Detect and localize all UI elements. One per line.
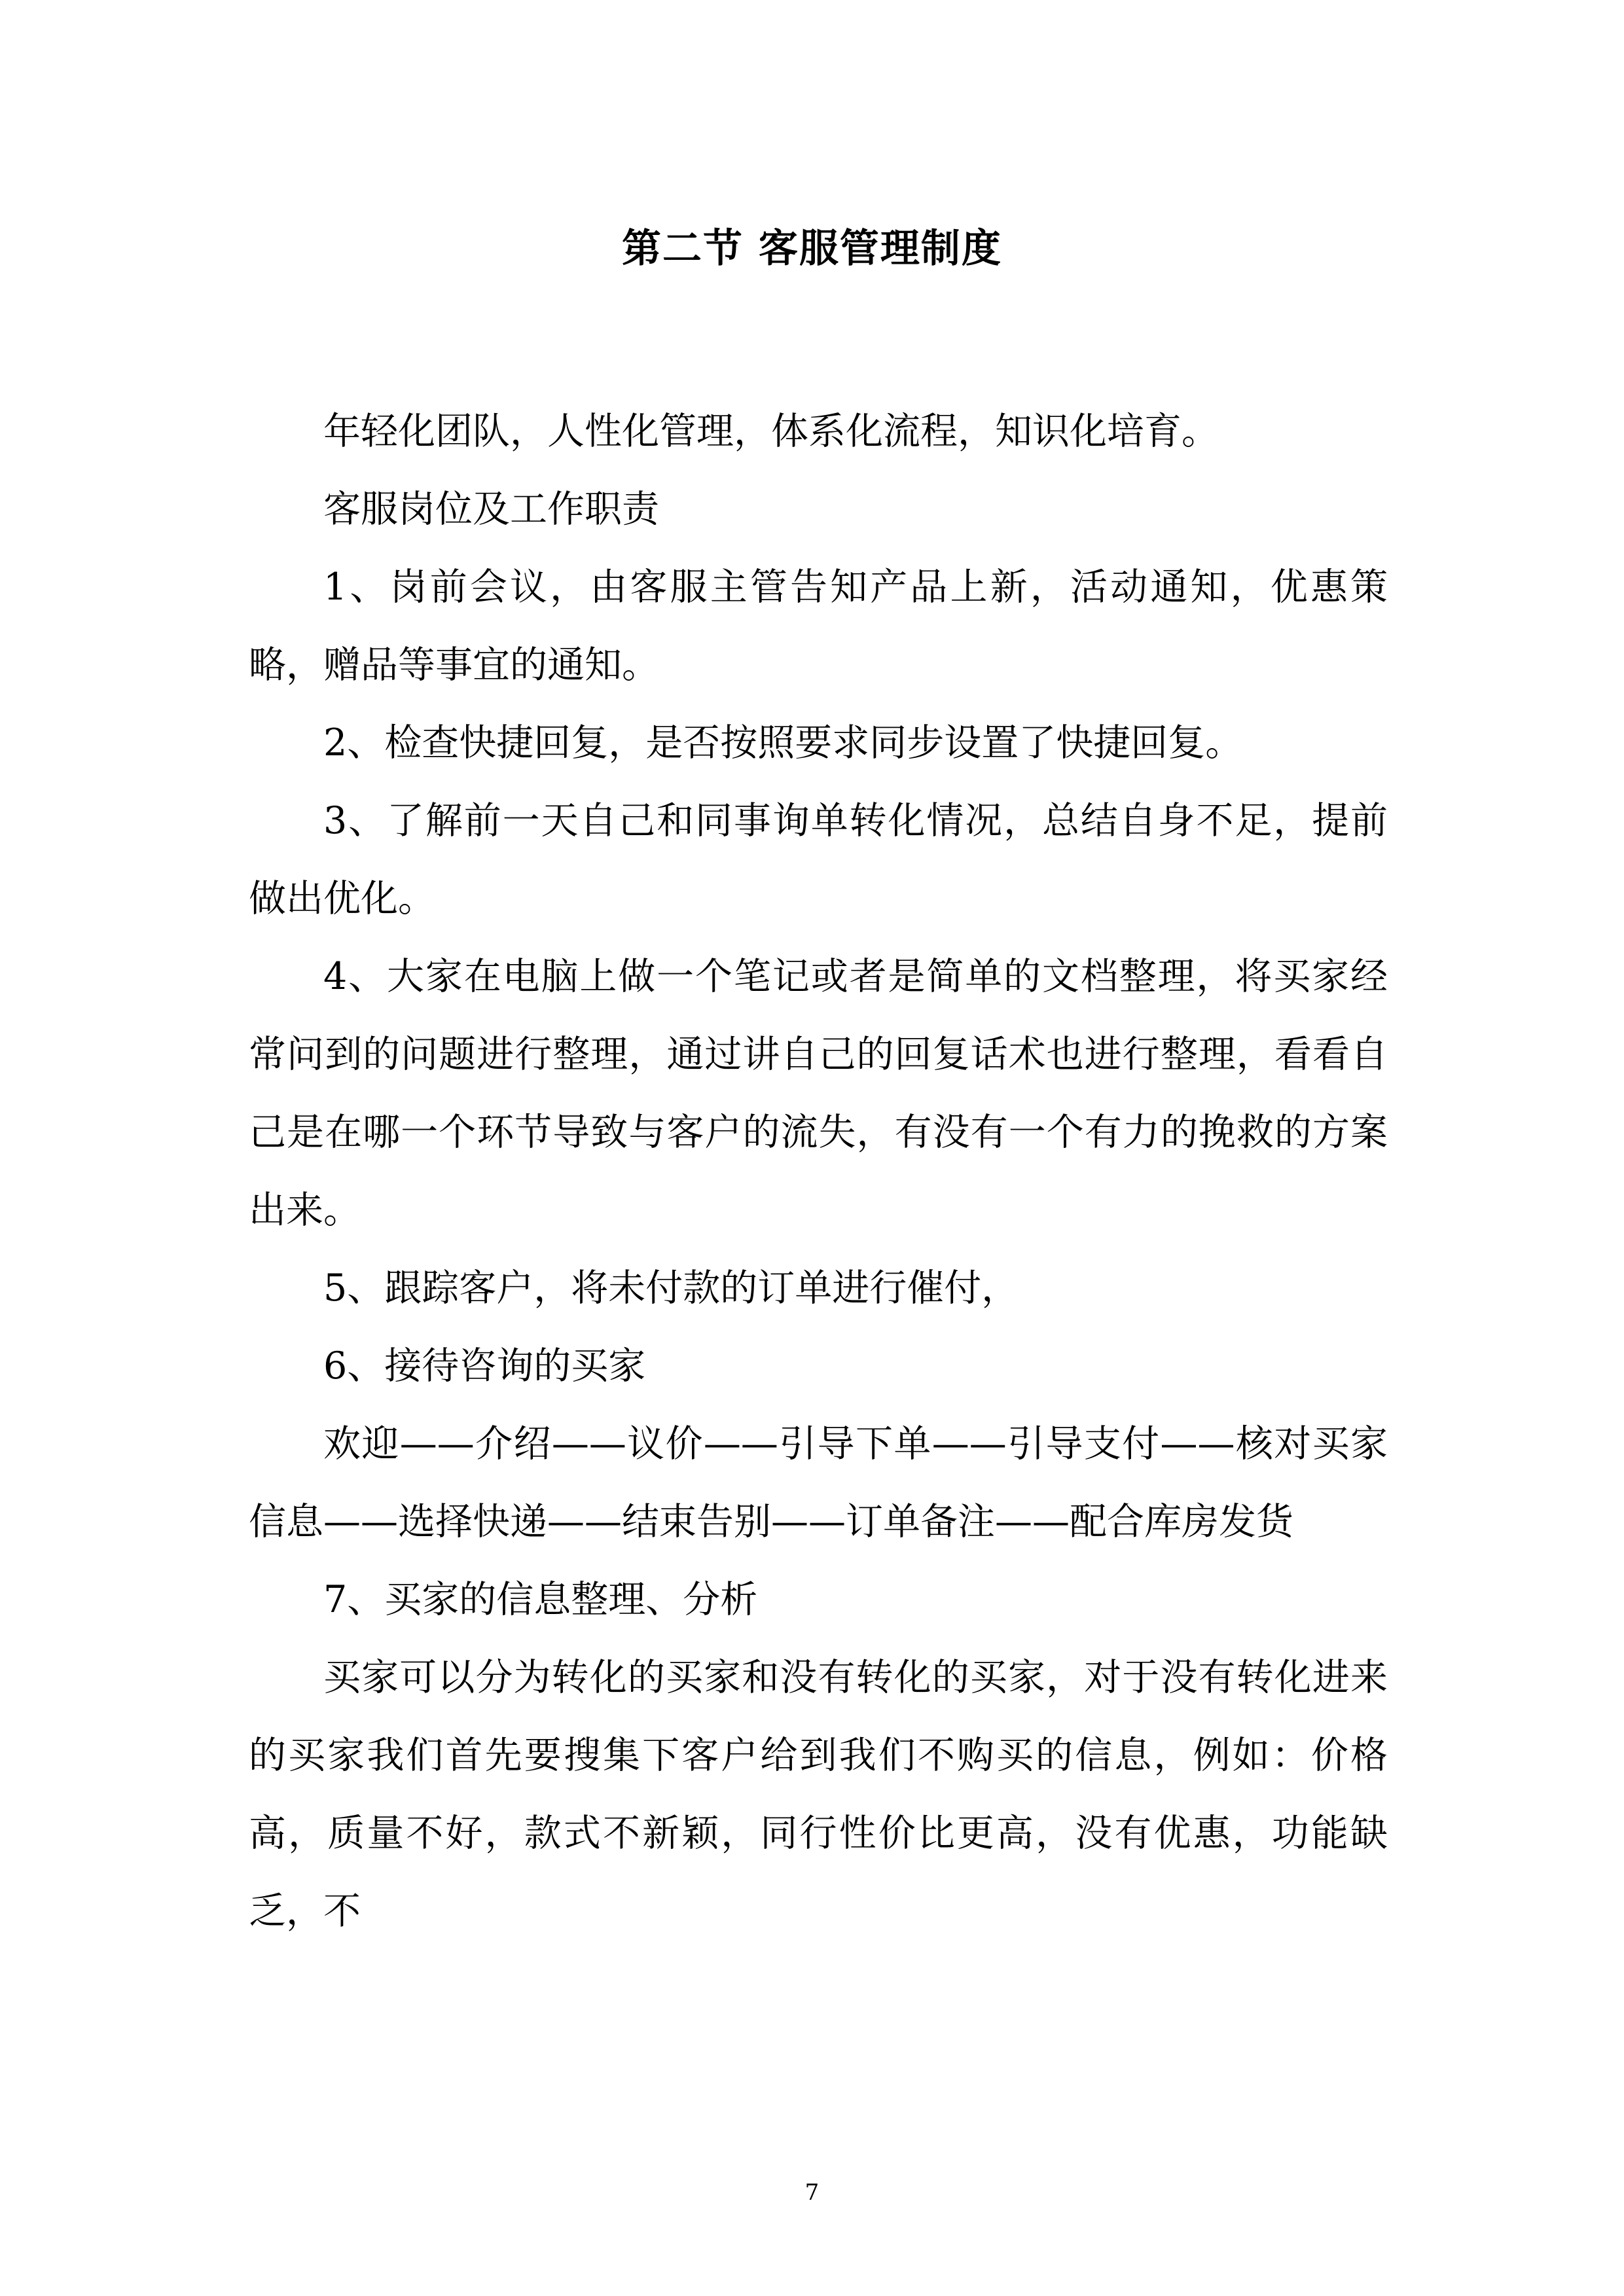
paragraph-item-3: 3、了解前一天自己和同事询单转化情况，总结自身不足，提前做出优化。 [249, 799, 1388, 920]
paragraph-item-1: 1、岗前会议，由客服主管告知产品上新，活动通知，优惠策略，赠品等事宜的通知。 [249, 565, 1388, 687]
paragraph-item-6: 6、接待咨询的买家 [323, 1344, 646, 1388]
section-title: 第二节 客服管理制度 [622, 226, 1002, 272]
page-number: 7 [804, 2179, 820, 2206]
paragraph-buyer-analysis: 买家可以分为转化的买家和没有转化的买家，对于没有转化进来的买家我们首先要搜集下客户给到我们不购买的信息，例如：价格高，质量不好，款式不新颖，同行性价比更高，没有优惠，功能缺乏，不 [249, 1656, 1388, 1933]
paragraph-duties-heading: 客服岗位及工作职责 [323, 488, 659, 531]
paragraph-intro: 年轻化团队，人性化管理，体系化流程，知识化培育。 [323, 410, 1219, 453]
paragraph-item-4: 4、大家在电脑上做一个笔记或者是简单的文档整理，将买家经常问到的问题进行整理，通过讲自己的回复话术也进行整理，看看自己是在哪一个环节导致与客户的流失，有没有一个有力的挽救的方案出来。 [249, 955, 1388, 1232]
paragraph-item-2: 2、检查快捷回复，是否按照要求同步设置了快捷回复。 [323, 721, 1243, 764]
paragraph-item-7: 7、买家的信息整理、分析 [323, 1578, 758, 1621]
paragraph-flow: 欢迎——介绍——议价——引导下单——引导支付——核对买家信息——选择快递——结束告别——订单备注——配合库房发货 [249, 1422, 1388, 1543]
document-body [249, 393, 1388, 1950]
paragraph-item-5: 5、跟踪客户，将未付款的订单进行催付， [323, 1266, 1019, 1310]
